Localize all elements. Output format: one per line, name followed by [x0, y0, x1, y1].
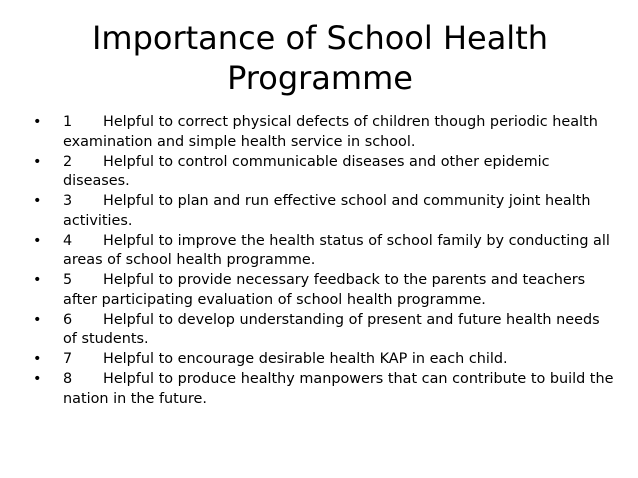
- item-text: Helpful to improve the health status of school family by conducting all areas of school health programme.: [63, 232, 610, 268]
- bullet-list: [33, 113, 618, 410]
- item-text: Helpful to correct physical defects of children though periodic health examination and simple health service in school.: [63, 114, 598, 150]
- list-item: [33, 350, 618, 370]
- list-item: [33, 370, 618, 409]
- item-text: Helpful to control communicable diseases and other epidemic diseases.: [63, 153, 550, 189]
- list-item: [33, 311, 618, 350]
- item-number: 2: [63, 153, 73, 170]
- bullet-icon: •: [33, 232, 42, 249]
- list-item: [33, 192, 618, 231]
- bullet-icon: •: [33, 153, 42, 170]
- item-text: Helpful to develop understanding of present and future health needs of students.: [63, 311, 600, 347]
- list-item: [33, 153, 618, 192]
- item-number: 6: [63, 311, 73, 328]
- item-text: Helpful to encourage desirable health KAP in each child.: [103, 351, 508, 367]
- list-item: [33, 271, 618, 310]
- item-number: 5: [63, 272, 73, 288]
- bullet-icon: •: [33, 272, 42, 288]
- list-item: [33, 113, 618, 152]
- item-text: Helpful to produce healthy manpowers that can contribute to build the nation in the future.: [63, 371, 614, 407]
- bullet-icon: •: [33, 351, 42, 367]
- item-text: Helpful to plan and run effective school and community joint health activities.: [63, 193, 591, 229]
- item-number: 8: [63, 371, 73, 387]
- bullet-icon: •: [33, 311, 42, 328]
- item-number: 4: [63, 232, 73, 249]
- bullet-icon: •: [33, 114, 42, 130]
- list-item: [33, 232, 618, 271]
- item-number: 7: [63, 351, 73, 367]
- slide-title: Importance of School Health Programme: [91, 19, 549, 97]
- item-text: Helpful to provide necessary feedback to the parents and teachers after participating evaluation of school health programme.: [63, 272, 586, 308]
- item-number: 3: [63, 193, 73, 209]
- bullet-icon: •: [33, 193, 42, 209]
- bullet-icon: •: [33, 371, 42, 387]
- item-number: 1: [63, 114, 73, 130]
